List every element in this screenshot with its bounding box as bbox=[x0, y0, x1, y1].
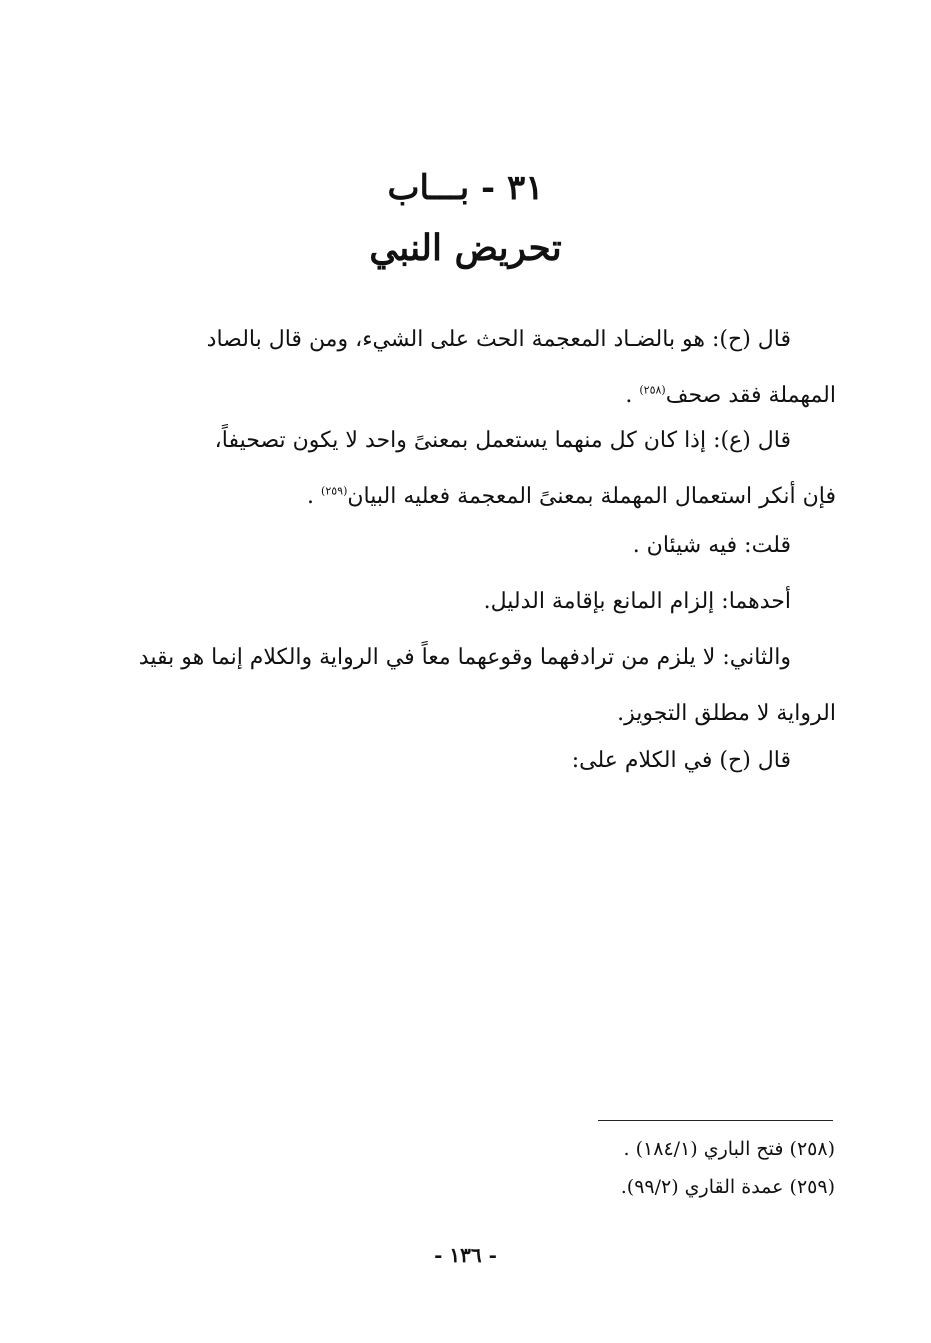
paragraph-line: قال (ح): هو بالضـاد المعجمة الحث على الشيء، ومن قال بالصاد bbox=[206, 327, 791, 352]
paragraph bbox=[130, 413, 836, 525]
paragraph-end: . bbox=[625, 383, 640, 408]
chapter-title: تحريض النبي bbox=[369, 227, 562, 269]
paragraph-text: فإن أنكر استعمال المهملة بمعنىً المعجمة فعليه البيان bbox=[347, 484, 836, 509]
paragraph-line bbox=[130, 469, 836, 525]
paragraph-end: . bbox=[307, 484, 322, 509]
paragraph-line: أحدهما: إلزام المانع بإقامة الدليل. bbox=[483, 589, 791, 614]
paragraph-line: قال (ع): إذا كان كل منهما يستعمل بمعنىً واحد لا يكون تصحيفاً، bbox=[214, 428, 791, 453]
paragraph bbox=[130, 574, 836, 630]
paragraph-line: الرواية لا مطلق التجويز. bbox=[617, 701, 836, 726]
footnote: (٢٥٨) فتح الباري (١٨٤/١) . bbox=[623, 1138, 835, 1160]
footnote-reference[interactable]: (٢٥٩) bbox=[321, 484, 348, 498]
chapter-number: ٣١ - بـــاب bbox=[387, 168, 544, 208]
paragraph-line: قلت: فيه شيئان . bbox=[632, 533, 791, 558]
paragraph bbox=[130, 312, 836, 424]
paragraph-line: والثاني: لا يلزم من ترادفهما وقوعهما معاً في الرواية والكلام إنما هو بقيد bbox=[138, 645, 791, 670]
footnote-separator bbox=[598, 1120, 833, 1121]
paragraph-line: قال (ح) في الكلام على: bbox=[571, 748, 791, 773]
paragraph bbox=[130, 733, 836, 789]
page-number: - ١٣٦ - bbox=[434, 1243, 497, 1267]
paragraph bbox=[130, 630, 836, 742]
paragraph bbox=[130, 518, 836, 574]
footnote-reference[interactable]: (٢٥٨) bbox=[639, 383, 666, 397]
footnote: (٢٥٩) عمدة القاري (٩٩/٢). bbox=[620, 1176, 835, 1198]
paragraph-text: المهملة فقد صحف bbox=[665, 383, 836, 408]
